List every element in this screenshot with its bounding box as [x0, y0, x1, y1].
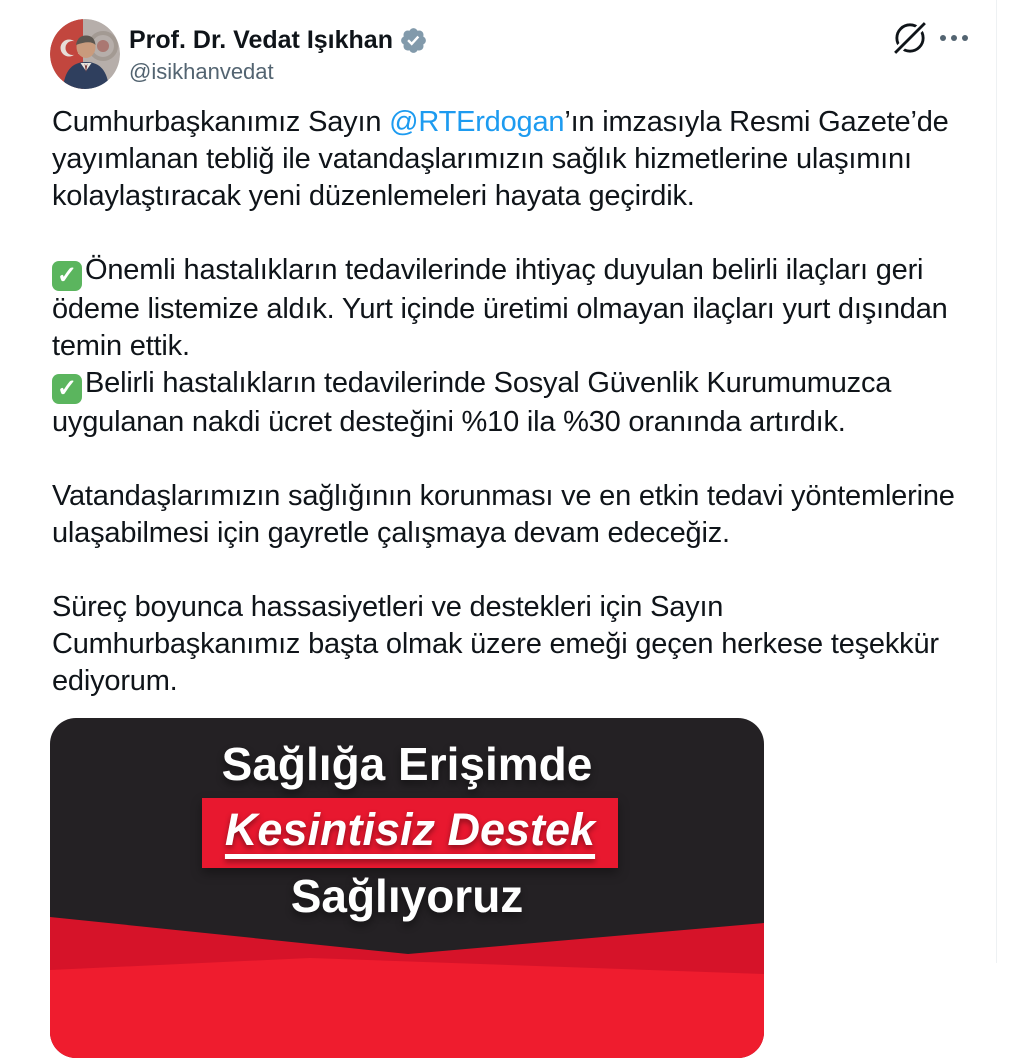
- media-red-band: [202, 798, 618, 868]
- verified-badge-icon[interactable]: [399, 26, 428, 55]
- grok-icon[interactable]: [891, 19, 929, 57]
- check-mark-icon: ✓: [52, 261, 82, 291]
- more-menu-icon[interactable]: [936, 26, 972, 50]
- avatar[interactable]: [50, 19, 120, 89]
- check-mark-icon: ✓: [52, 374, 82, 404]
- tweet-paragraph: [52, 104, 962, 215]
- media-headline-top: Sağlığa Erişimde: [221, 738, 593, 790]
- column-divider: [996, 0, 997, 963]
- tweet-paragraph: [52, 478, 962, 552]
- tweet-text-segment: ’ın imzasıyla Resmi Gazete’de yayımlanan tebliğ ile vatandaşlarımızın sağlık hizmetlerine ulaşımını kolaylaştıracak yeni düzenlemeleri hayata geçirdik.: [52, 106, 949, 212]
- avatar-photo: [50, 19, 120, 89]
- tweet-text-segment: Cumhurbaşkanımız Sayın: [52, 106, 390, 138]
- display-name[interactable]: Prof. Dr. Vedat Işıkhan: [129, 25, 393, 54]
- tweet-text-segment: Belirli hastalıkların tedavilerinde Sosyal Güvenlik Kurumumuzca uygulanan nakdi ücret desteğini %10 ila %30 oranında artırdık.: [52, 367, 892, 438]
- mention-link[interactable]: @RTErdogan: [389, 106, 565, 138]
- media-headline-bottom: Sağlıyoruz: [290, 870, 524, 922]
- media-headline-emphasis: Kesintisiz Destek: [224, 804, 596, 855]
- tweet-body: [52, 104, 962, 737]
- tweet-text-segment: Vatandaşlarımızın sağlığının korunması ve en etkin tedavi yöntemlerine ulaşabilmesi için gayretle çalışmaya devam edeceğiz.: [52, 480, 955, 549]
- tweet-paragraph: [52, 365, 962, 441]
- tweet-paragraph: [52, 589, 962, 700]
- user-handle[interactable]: @isikhanvedat: [129, 59, 274, 84]
- tweet-media-image[interactable]: [50, 718, 764, 1058]
- tweet-text-segment: Süreç boyunca hassasiyetleri ve destekleri için Sayın Cumhurbaşkanımız başta olmak üzere emeği geçen herkese teşekkür ediyorum.: [52, 591, 939, 697]
- tweet-text-segment: Önemli hastalıkların tedavilerinde ihtiyaç duyulan belirli ilaçları geri ödeme listemize aldık. Yurt içinde üretimi olmayan ilaçları yurt dışından temin ettik.: [52, 254, 948, 362]
- tweet-paragraph: [52, 252, 962, 365]
